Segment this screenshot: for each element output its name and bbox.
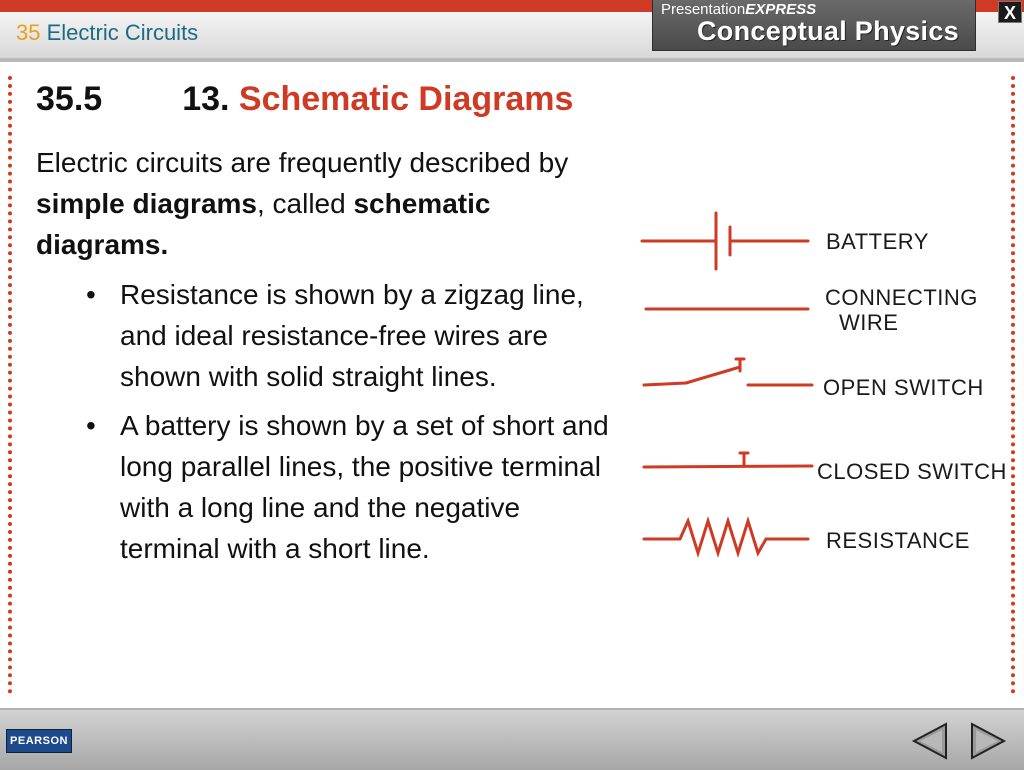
pearson-logo: PEARSON [6,729,72,753]
intro-bold-2: schematic diagrams. [36,188,491,260]
schematic-symbols-diagram [636,205,1006,565]
bullet-text: A battery is shown by a set of short and long parallel lines, the positive terminal with a long line and the negative terminal with a short line. [120,410,609,564]
resistance-symbol [644,521,808,553]
title-number: 13. [182,80,230,118]
brand-subtitle: PresentationEXPRESS [661,1,817,18]
bullet-text: Resistance is shown by a zigzag line, and ideal resistance-free wires are shown with solid straight lines. [120,279,584,392]
resistance-label: RESISTANCE [826,528,970,553]
intro-bold-1: simple diagrams [36,188,257,219]
brand-title: Conceptual Physics [697,16,959,46]
header-bar [0,0,1024,62]
brand-logo [652,0,976,51]
battery-symbol [642,213,808,269]
bullet-item [86,405,616,569]
left-arrow-icon[interactable] [910,720,952,762]
chapter-name: Electric Circuits [46,20,199,45]
closed-switch-symbol [644,453,812,467]
closed-switch-label: CLOSED SWITCH [817,459,1007,484]
chapter-label [16,20,198,46]
left-dotted-border [8,76,12,694]
bullet-dot: • [86,279,96,310]
battery-label: BATTERY [826,229,929,254]
bullet-item [86,274,616,397]
open-switch-label: OPEN SWITCH [823,375,984,400]
title-text: Schematic Diagrams [238,80,574,118]
intro-paragraph [36,142,596,265]
slide-title [36,80,573,119]
bullet-list [86,274,616,577]
intro-text-2: , called [256,188,354,219]
footer-bar [0,708,1024,770]
intro-text-1: Electric circuits are frequently described by [36,147,569,178]
close-button[interactable]: X [998,1,1022,23]
connecting-wire-label-1: CONNECTING [825,285,978,310]
bullet-dot: • [86,410,96,441]
section-number: 35.5 [36,80,103,118]
connecting-wire-label-2: WIRE [839,310,899,335]
right-arrow-icon[interactable] [966,720,1008,762]
chapter-number: 35 [16,20,41,45]
open-switch-symbol [644,359,812,385]
right-dotted-border [1011,76,1015,694]
